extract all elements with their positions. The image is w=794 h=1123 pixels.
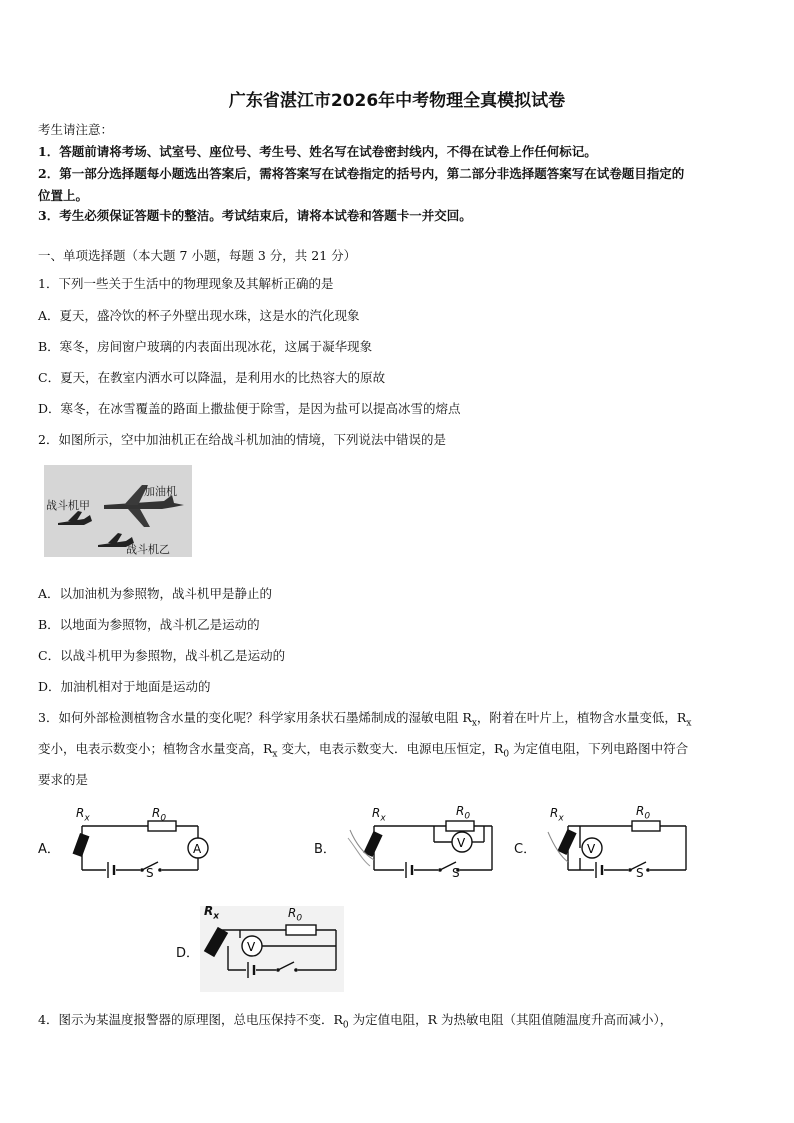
option-letter-d: D． bbox=[176, 946, 200, 961]
option-text: B．以地面为参照物，战斗机乙是运动的 bbox=[38, 617, 260, 632]
circuit-diagram-b bbox=[346, 804, 506, 886]
resistor-label-rx: $R_x$ bbox=[76, 806, 90, 824]
notice-item: 位置上。 bbox=[38, 188, 89, 203]
svg-text:A: A bbox=[193, 842, 202, 856]
circuit-diagram-a bbox=[70, 804, 216, 882]
notice-item: 1．答题前请将考场、试室号、座位号、考生号、姓名写在试卷密封线内，不得在试卷上作任何标记。 bbox=[38, 144, 597, 159]
option-text: D．寒冬，在冰雪覆盖的路面上撒盐便于除雪，是因为盐可以提高冰雪的熔点 bbox=[38, 401, 461, 416]
notice-heading: 考生请注意： bbox=[38, 122, 114, 137]
option-text: A．以加油机为参照物，战斗机甲是静止的 bbox=[38, 586, 273, 601]
resistor-label-rx: $R_x$ bbox=[204, 904, 220, 922]
resistor-label-rx: $R_x$ bbox=[550, 806, 564, 824]
option-text: D．加油机相对于地面是运动的 bbox=[38, 679, 211, 694]
option-text: A．夏天，盛冷饮的杯子外壁出现水珠，这是水的汽化现象 bbox=[38, 308, 360, 323]
option-text: C．夏天，在教室内洒水可以降温，是利用水的比热容大的原故 bbox=[38, 370, 386, 385]
svg-text:V: V bbox=[457, 836, 466, 850]
switch-label: S bbox=[146, 866, 154, 880]
question-stem-line: 4．图示为某温度报警器的原理图，总电压保持不变．$R_0$ 为定值电阻，R 为热敏电阻（其阻值随温度升高而减小）， bbox=[38, 1012, 673, 1031]
option-letter-b: B． bbox=[314, 842, 336, 857]
switch-label: S bbox=[636, 866, 644, 880]
question-stem-line: 变小，电表示数变小；植物含水量变高，$R_x$ 变大，电表示数变大．电源电压恒定，$R_0$ 为定值电阻，下列电路图中符合 bbox=[38, 741, 689, 760]
page-title: 广东省湛江市2026年中考物理全真模拟试卷 bbox=[228, 91, 566, 111]
question-stem-line: 3．如何外部检测植物含水量的变化呢？科学家用条状石墨烯制成的湿敏电阻 $R_x$，附着在叶片上，植物含水量变低，$R_x$ bbox=[38, 710, 692, 729]
resistor-label-r0: $R_0$ bbox=[288, 906, 303, 924]
section-heading: 一、单项选择题（本大题 7 小题，每题 3 分，共 21 分） bbox=[38, 248, 357, 263]
resistor-label-r0: $R_0$ bbox=[152, 806, 167, 824]
resistor-label-r0: $R_0$ bbox=[636, 804, 651, 822]
resistor-label-r0: $R_0$ bbox=[456, 804, 471, 822]
circuit-diagram-c bbox=[546, 804, 694, 884]
circuit-diagram-d bbox=[200, 906, 344, 992]
option-text: B．寒冬，房间窗户玻璃的内表面出现冰花，这属于凝华现象 bbox=[38, 339, 373, 354]
question-stem: 2．如图所示，空中加油机正在给战斗机加油的情境，下列说法中错误的是 bbox=[38, 432, 446, 447]
switch-label: S bbox=[452, 866, 460, 880]
option-text: C．以战斗机甲为参照物，战斗机乙是运动的 bbox=[38, 648, 286, 663]
option-letter-a: A． bbox=[38, 842, 60, 857]
notice-item: 2．第一部分选择题每小题选出答案后，需将答案写在试卷指定的括号内，第二部分非选择题答案写在试卷题目指定的 bbox=[38, 166, 685, 181]
question-stem-line: 要求的是 bbox=[38, 772, 89, 787]
resistor-label-rx: $R_x$ bbox=[372, 806, 386, 824]
question-stem: 1．下列一些关于生活中的物理现象及其解析正确的是 bbox=[38, 276, 334, 291]
figure-label-fighter-b: 战斗机乙 bbox=[126, 543, 170, 556]
refueling-aircraft-photo bbox=[44, 465, 192, 557]
notice-item: 3．考生必须保证答题卡的整洁。考试结束后，请将本试卷和答题卡一并交回。 bbox=[38, 208, 472, 223]
option-letter-c: C． bbox=[514, 842, 537, 857]
figure-label-tanker: 加油机 bbox=[144, 485, 177, 498]
figure-label-fighter-a: 战斗机甲 bbox=[46, 499, 90, 512]
svg-text:V: V bbox=[587, 842, 596, 856]
svg-text:V: V bbox=[247, 940, 256, 954]
